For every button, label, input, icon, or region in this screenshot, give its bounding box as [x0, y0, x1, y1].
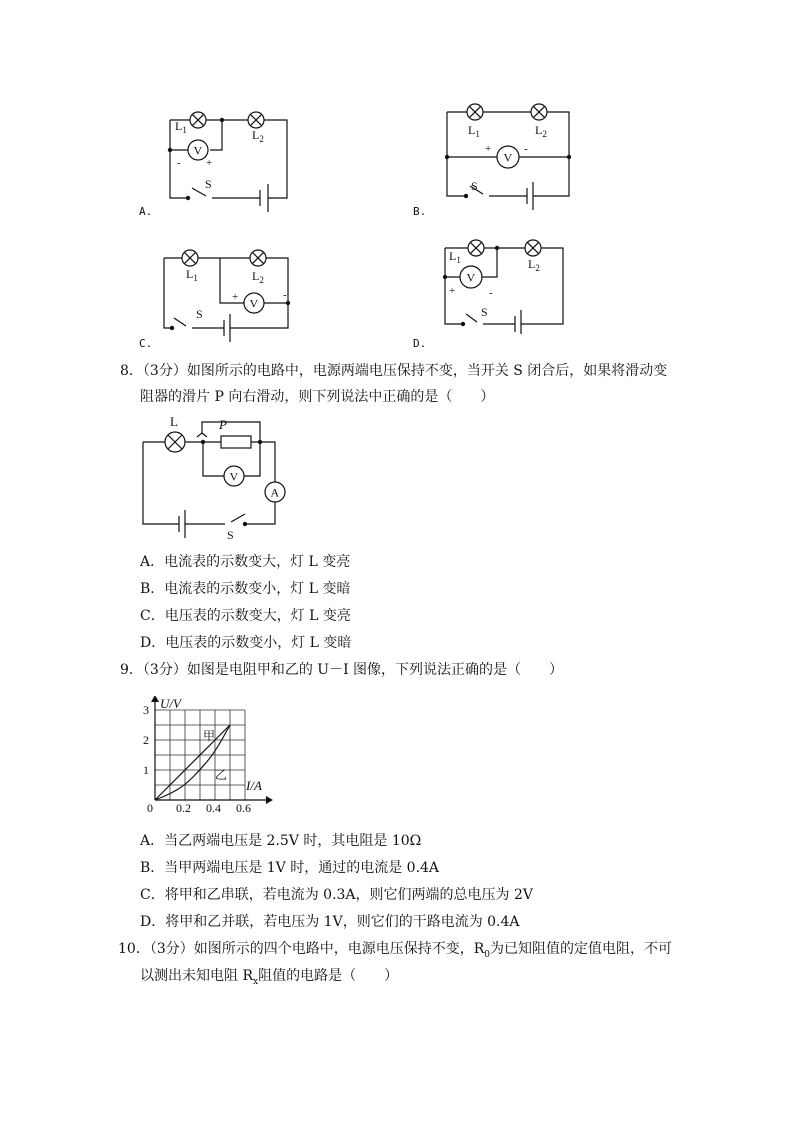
- svg-text:+: +: [449, 285, 456, 297]
- series-yi-label: 乙: [215, 768, 228, 782]
- svg-text:S: S: [196, 307, 203, 321]
- q9-stem: 9．（3分）如图是电阻甲和乙的 U－I 图像，下列说法正确的是（ ）: [120, 662, 564, 678]
- series-jia-line: [155, 725, 230, 800]
- svg-text:L1: $L_1$: [449, 249, 461, 265]
- y-axis-label: U/V: [160, 696, 181, 711]
- q10-stem-line1: 10．（3分）如图所示的四个电路中，电源电压保持不变，$R_0$为已知阻值的定值电阻，不可: [118, 941, 672, 960]
- svg-text:L1: $L_1$: [468, 123, 480, 139]
- q9-option-d: D．将甲和乙并联，若电压为 1V，则它们的干路电流为 0.4A: [140, 914, 520, 930]
- q8-option-a: A．电流表的示数变大，灯 L 变亮: [140, 554, 351, 570]
- q9-option-c: C．将甲和乙串联，若电流为 0.3A，则它们两端的总电压为 2V: [140, 887, 534, 903]
- q8-option-b: B．电流表的示数变小，灯 L 变暗: [140, 581, 351, 597]
- option-a-label: A.: [139, 205, 153, 218]
- option-b-label: B.: [413, 205, 427, 218]
- svg-text:L2: $L_2$: [252, 269, 264, 285]
- y-tick-label: 1: [143, 763, 149, 777]
- q8-stem-line2: 阻器的滑片 P 向右滑动，则下列说法中正确的是（ ）: [140, 389, 495, 405]
- svg-text:+: +: [206, 157, 213, 169]
- y-tick-label: 2: [143, 733, 149, 747]
- q10-stem-line2: 以测出未知电阻 $R_x$阻值的电路是（ ）: [140, 968, 399, 987]
- svg-text:A: A: [270, 485, 280, 500]
- svg-text:V: V: [466, 270, 476, 285]
- x-tick-label: 0.2: [176, 801, 191, 815]
- svg-text:V: V: [229, 469, 239, 484]
- option-d-label: D.: [413, 337, 427, 350]
- svg-text:L2: $L_2$: [252, 128, 264, 144]
- svg-text:S: S: [227, 528, 234, 542]
- svg-text:L1: $L_1$: [175, 119, 187, 135]
- circuit-b: [435, 100, 585, 212]
- svg-text:-: -: [283, 289, 287, 301]
- q8-circuit: [135, 412, 295, 542]
- q8-option-c: C．电压表的示数变大，灯 L 变亮: [140, 608, 351, 624]
- series-jia-label: 甲: [203, 729, 216, 743]
- svg-text:-: -: [524, 143, 528, 155]
- svg-text:L2: $L_2$: [528, 257, 540, 273]
- origin-label: 0: [147, 801, 153, 815]
- svg-text:L2: $L_2$: [535, 123, 547, 139]
- u-i-chart: [140, 696, 275, 818]
- voltmeter-label: V: [193, 143, 203, 158]
- x-tick-label: 0.4: [206, 801, 221, 815]
- svg-text:+: +: [232, 291, 239, 303]
- svg-text:S: S: [481, 305, 488, 319]
- q9-option-a: A．当乙两端电压是 2.5V 时，其电阻是 10Ω: [140, 833, 422, 849]
- svg-text:S: S: [471, 179, 478, 193]
- svg-text:+: +: [485, 143, 492, 155]
- y-tick-label: 3: [143, 703, 149, 717]
- q8-option-d: D．电压表的示数变小，灯 L 变暗: [140, 635, 352, 651]
- svg-text:-: -: [177, 157, 181, 169]
- svg-text:V: V: [503, 150, 513, 165]
- svg-text:P: P: [219, 417, 227, 432]
- y-axis-arrow: [151, 696, 159, 702]
- circuit-a: [130, 100, 300, 220]
- svg-text:V: V: [249, 296, 259, 311]
- circuit-d: [433, 232, 568, 334]
- circuit-c: [152, 242, 297, 342]
- svg-text:-: -: [489, 287, 493, 299]
- x-tick-label: 0.6: [236, 801, 251, 815]
- q8-stem-line1: 8．（3分）如图所示的电路中，电源两端电压保持不变，当开关 S 闭合后，如果将滑动变: [120, 363, 668, 379]
- x-axis-arrow: [266, 796, 273, 804]
- svg-text:L: L: [170, 414, 178, 429]
- q9-option-b: B．当甲两端电压是 1V 时，通过的电流是 0.4A: [140, 860, 440, 876]
- option-c-label: C.: [139, 337, 153, 350]
- switch-label: S: [205, 177, 212, 191]
- svg-text:L1: $L_1$: [186, 267, 198, 283]
- rheostat: [221, 436, 251, 448]
- x-axis-label: I/A: [246, 778, 262, 793]
